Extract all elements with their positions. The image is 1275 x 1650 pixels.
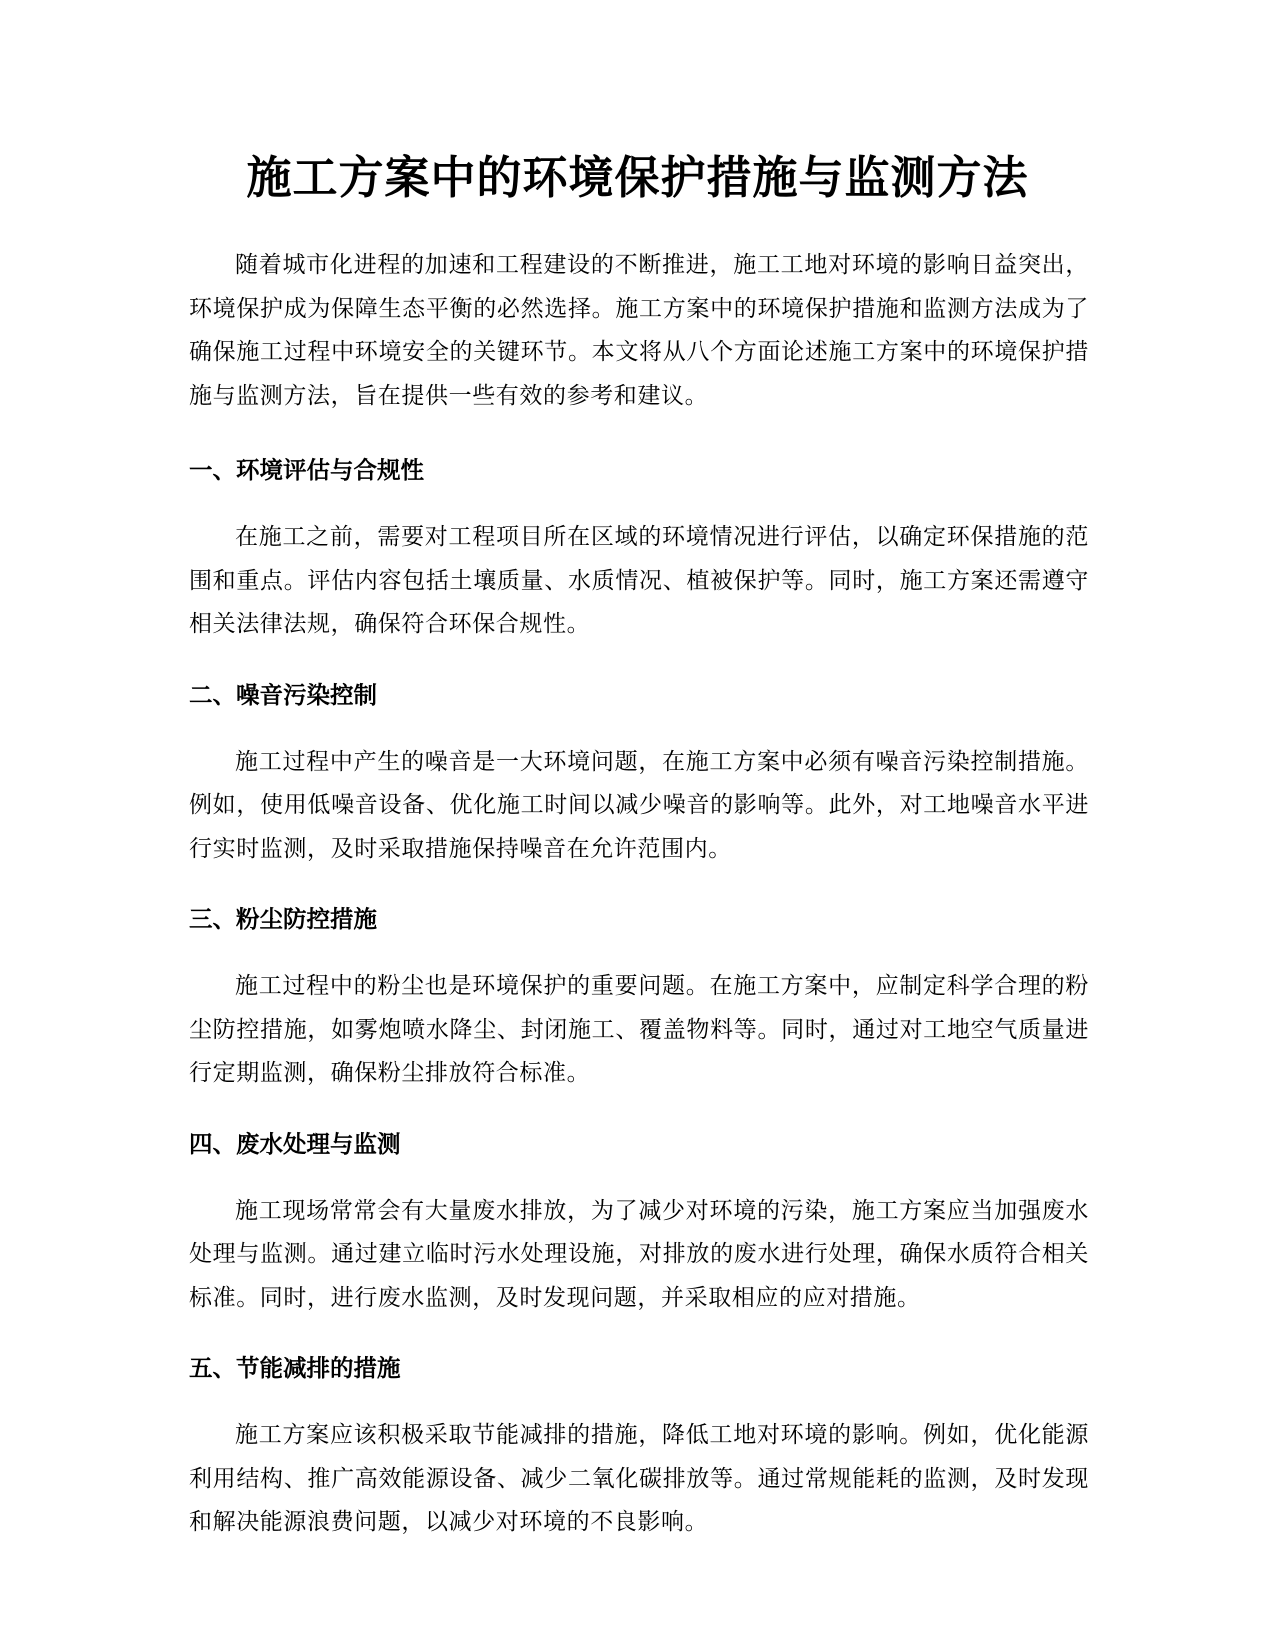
section-paragraph: 施工现场常常会有大量废水排放，为了减少对环境的污染，施工方案应当加强废水处理与监测。通过建立临时污水处理设施，对排放的废水进行处理，确保水质符合相关标准。同时，进行废水监测，及时发现问题，并采取相应的应对措施。	[189, 1197, 1089, 1311]
document-title: 施工方案中的环境保护措施与监测方法	[246, 151, 1029, 204]
section-wastewater	[189, 1124, 1089, 1321]
section-paragraph: 在施工之前，需要对工程项目所在区域的环境情况进行评估，以确定环保措施的范围和重点。评估内容包括土壤质量、水质情况、植被保护等。同时，施工方案还需遵守相关法律法规，确保符合环保合规性。	[189, 524, 1089, 637]
section-paragraph: 施工方案应该积极采取节能减排的措施，降低工地对环境的影响。例如，优化能源利用结构、推广高效能源设备、减少二氧化碳排放等。通过常规能耗的监测，及时发现和解决能源浪费问题，以减少对环境的不良影响。	[189, 1422, 1089, 1535]
section-environment-assessment	[189, 450, 1089, 647]
section-paragraph: 施工过程中的粉尘也是环境保护的重要问题。在施工方案中，应制定科学合理的粉尘防控措施，如雾炮喷水降尘、封闭施工、覆盖物料等。同时，通过对工地空气质量进行定期监测，确保粉尘排放符合标准。	[189, 973, 1089, 1086]
document-body	[189, 244, 1089, 1573]
section-energy-saving	[189, 1348, 1089, 1545]
section-heading: 二、噪音污染控制	[189, 680, 377, 709]
section-noise-control	[189, 675, 1089, 872]
section-dust-control	[189, 899, 1089, 1096]
section-heading: 三、粉尘防控措施	[189, 905, 377, 933]
section-heading: 四、废水处理与监测	[189, 1129, 401, 1158]
section-heading: 五、节能减排的措施	[189, 1354, 401, 1382]
section-heading: 一、环境评估与合规性	[189, 456, 424, 484]
intro-paragraph: 随着城市化进程的加速和工程建设的不断推进，施工工地对环境的影响日益突出，环境保护成为保障生态平衡的必然选择。施工方案中的环境保护措施和监测方法成为了确保施工过程中环境安全的关键环节。本文将从八个方面论述施工方案中的环境保护措施与监测方法，旨在提供一些有效的参考和建议。	[189, 252, 1089, 409]
section-paragraph: 施工过程中产生的噪音是一大环境问题，在施工方案中必须有噪音污染控制措施。例如，使用低噪音设备、优化施工时间以减少噪音的影响等。此外，对工地噪音水平进行实时监测，及时采取措施保持噪音在允许范围内。	[189, 748, 1089, 862]
